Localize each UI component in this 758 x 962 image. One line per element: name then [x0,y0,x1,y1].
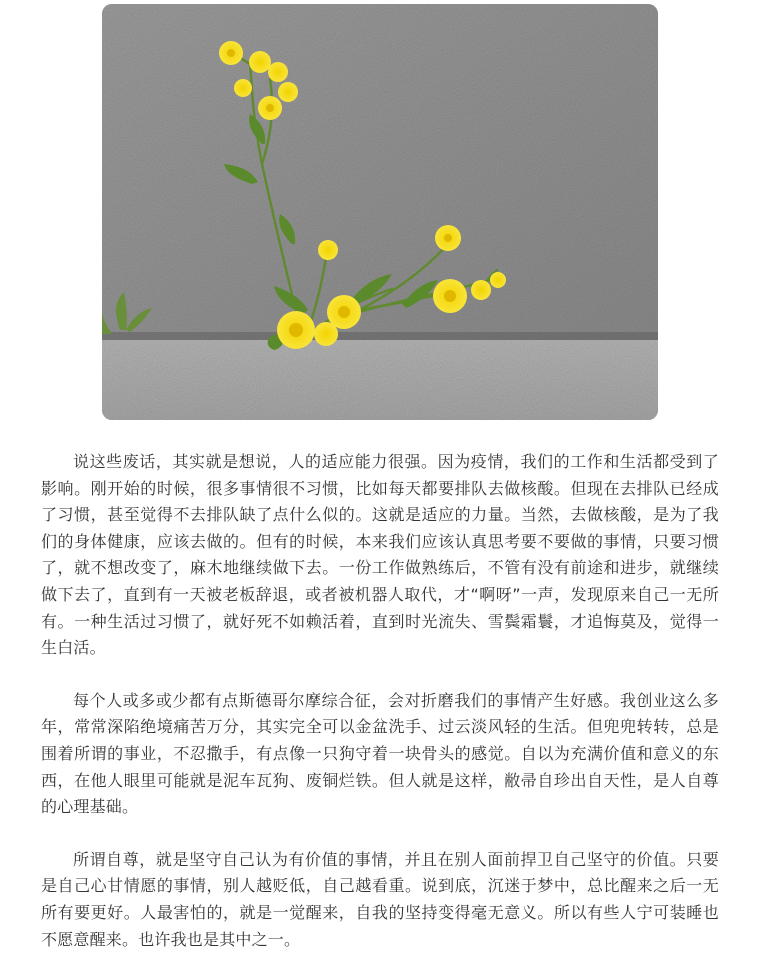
article-body [41,449,719,953]
article-paragraph-1: 说这些废话，其实就是想说，人的适应能力很强。因为疫情，我们的工作和生活都受到了影响。刚开始的时候，很多事情很不习惯，比如每天都要排队去做核酸。但现在去排队已经成了习惯，甚至觉得不去排队缺了点什么似的。这就是适应的力量。当然，去做核酸，是为了我们的身体健康，应该去做的。但有的时候，本来我们应该认真思考要不要做的事情，只要习惯了，就不想改变了，麻木地继续做下去。一份工作做熟练后，不管有没有前途和进步，就继续做下去了，直到有一天被老板辞退，或者被机器人取代，才“啊呀”一声，发现原来自己一无所有。一种生活过习惯了，就好死不如赖活着，直到时光流失、雪鬓霜鬟，才追悔莫及，觉得一生白活。 [41,452,719,658]
article-paragraph-3: 所谓自尊，就是坚守自己认为有价值的事情，并且在别人面前捍卫自己坚守的价值。只要是自己心甘情愿的事情，别人越贬低，自己越看重。说到底，沉迷于梦中，总比醒来之后一无所有要更好。人最害怕的，就是一觉醒来，自我的坚持变得毫无意义。所以有些人宁可装睡也不愿意醒来。也许我也是其中之一。 [41,849,719,949]
flower-photo [102,4,658,420]
article-paragraph-2: 每个人或多或少都有点斯德哥尔摩综合征，会对折磨我们的事情产生好感。我创业这么多年，常常深陷绝境痛苦万分，其实完全可以金盆洗手、过云淡风轻的生活。但兜兜转转，总是围着所谓的事业，不忍撒手，有点像一只狗守着一块骨头的感觉。自以为充满价值和意义的东西，在他人眼里可能就是泥车瓦狗、废铜烂铁。但人就是这样，敝帚自珍出自天性，是人自尊的心理基础。 [41,690,719,817]
